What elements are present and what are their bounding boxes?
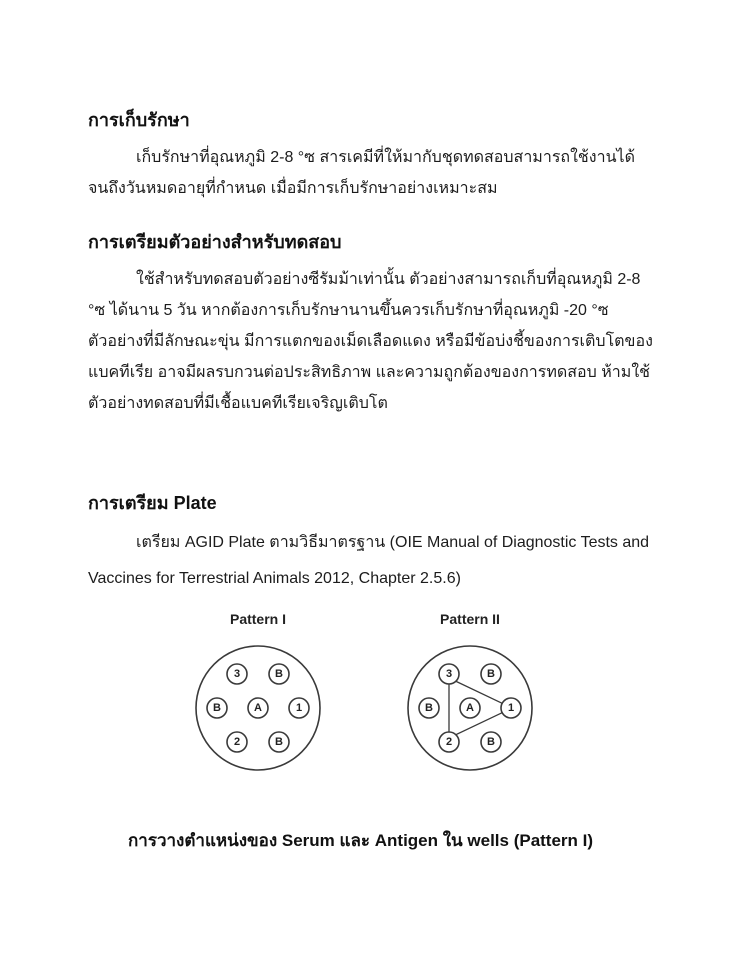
pattern-2-plate-diagram [395,633,545,783]
well-bottom-right-label: B [487,736,495,748]
well-left-label: B [213,702,221,714]
storage-heading: การเก็บรักษา [88,110,190,130]
pattern-1-title: Pattern I [229,611,286,627]
agid-plate-diagrams [152,611,657,783]
well-bottom-left-label: 2 [233,736,241,748]
pattern-2-title: Pattern II [440,611,500,627]
well-right-label: 1 [295,702,303,714]
well-top-right-label: B [487,668,495,680]
diagram-pattern-1 [152,611,364,783]
well-left-label: B [425,702,433,714]
well-right-label: 1 [507,702,515,714]
pattern-1-plate-diagram [183,633,333,783]
well-bottom-left-label: 2 [445,736,453,748]
section-sample-preparation [88,230,657,419]
plate-preparation-body: เตรียม AGID Plate ตามวิธีมาตรฐาน (OIE Manual of Diagnostic Tests and Vaccines for Terrestrial Animals 2012, Chapter 2.5.6) [88,534,650,587]
storage-body: เก็บรักษาที่อุณหภูมิ 2-8 °ซ สารเคมีที่ให้มากับชุดทดสอบสามารถใช้งานได้ จนถึงวันหมดอายุที่กำหนด เมื่อมีการเก็บรักษาอย่างเหมาะสม [88,149,635,197]
sample-preparation-heading: การเตรียมตัวอย่างสำหรับทดสอบ [88,232,342,252]
well-top-left-label: 3 [233,668,241,680]
well-center-label: A [466,702,474,714]
well-top-left-label: 3 [445,668,453,680]
section-plate-preparation [88,491,657,597]
well-bottom-right-label: B [275,736,283,748]
plate-preparation-heading: การเตรียม Plate [88,493,217,513]
sample-preparation-body: ใช้สำหรับทดสอบตัวอย่างซีรัมม้าเท่านั้น ตัวอย่างสามารถเก็บที่อุณหภูมิ 2-8 °ซ ได้นาน 5 วัน หากต้องการเก็บรักษานานขึ้นควรเก็บรักษาที่อุณหภูมิ -20 °ซ ตัวอย่างที่มีลักษณะขุ่น มีการแตกของเม็ดเลือดแดง หรือมีข้อบ่งชี้ของการเติบโตของแบคทีเรีย อาจมีผลรบกวนต่อประสิทธิภาพ และความถูกต้องของการทดสอบ ห้ามใช้ตัวอย่างทดสอบที่มีเชื้อแบคทีเรียเจริญเติบโต [88,271,653,412]
section-storage [88,108,657,204]
diagram-pattern-2 [364,611,576,783]
diagram-caption: การวางตำแหน่งของ Serum และ Antigen ใน wells (Pattern I) [128,831,594,850]
well-top-right-label: B [275,668,283,680]
well-center-label: A [254,702,262,714]
